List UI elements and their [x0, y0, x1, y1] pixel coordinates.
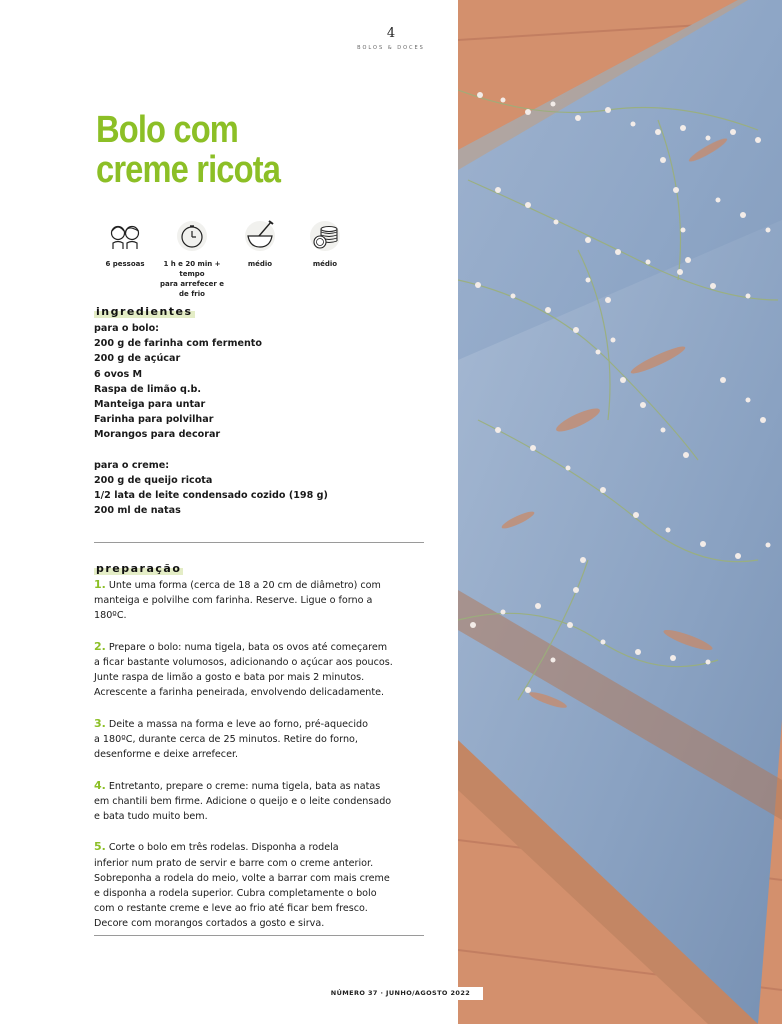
- time-info: [157, 218, 227, 299]
- ingredient-item: 200 g de queijo ricota: [94, 475, 213, 487]
- ingredient-item: Morangos para decorar: [94, 429, 221, 441]
- ingredient-item: 200 g de farinha com fermento: [94, 338, 262, 350]
- recipe-info-row: [90, 218, 360, 298]
- cake-subheading: para o bolo:: [94, 323, 159, 334]
- divider: [94, 542, 424, 543]
- recipe-title: [96, 110, 354, 190]
- ingredient-item: Raspa de limão q.b.: [94, 383, 201, 395]
- step-number: 4.: [94, 778, 106, 792]
- ingredient-item: Manteiga para untar: [94, 399, 206, 411]
- wooden-boards-with-flowers-image: [458, 0, 782, 1024]
- coins-icon: [307, 218, 343, 254]
- ingredient-item: Farinha para polvilhar: [94, 414, 214, 426]
- cream-subheading: para o creme:: [94, 459, 170, 471]
- preparation-heading: preparação: [96, 562, 182, 575]
- two-people-icon: [107, 218, 143, 254]
- ingredient-item: 6 ovos M: [94, 368, 143, 380]
- difficulty-info: [225, 218, 295, 269]
- ingredient-item: 200 g de açúcar: [94, 353, 181, 365]
- step-number: 5.: [94, 840, 106, 854]
- divider: [94, 935, 424, 936]
- step-number: 1.: [94, 578, 106, 591]
- mixing-bowl-icon: [242, 218, 278, 254]
- preparation-step: 2. Prepare o bolo: numa tigela, bata os ovos até começarem a ficar bastante volumosos, adicionando o açúcar aos poucos. Junte raspa de limão a gosto e bata por mais 2 minutos. Acrescente a farinha peneirada, envolvendo delicadamente.: [94, 639, 393, 699]
- step-number: 2.: [94, 639, 106, 653]
- clock-icon: [174, 218, 210, 254]
- ingredient-item: 1/2 lata de leite condensado cozido (198 g): [94, 490, 328, 502]
- preparation-step: 1. Unte uma forma (cerca de 18 a 20 cm de diâmetro) com manteiga e polvilhe com farinha. Reserve. Ligue o forno a 180ºC.: [94, 578, 381, 622]
- servings-label: 6 pessoas: [105, 260, 145, 268]
- title-line-1: Bolo com: [96, 109, 239, 151]
- ingredient-item: 200 ml de natas: [94, 505, 181, 517]
- title-line-2: creme ricota: [96, 149, 281, 191]
- step-number: 3.: [94, 716, 106, 730]
- preparation-step: 4. Entretanto, prepare o creme: numa tigela, bata as natas em chantili bem firme. Adicione o queijo e o leite condensado e bata tudo muito bem.: [94, 778, 392, 822]
- ingredients-list: [94, 321, 424, 519]
- cost-info: [290, 218, 360, 269]
- time-label: 1 h e 20 min + tempo para arrefecer e de frio: [159, 260, 225, 298]
- recipe-photo: [458, 0, 782, 1024]
- preparation-step: 3. Deite a massa na forma e leve ao forno, pré-aquecido a 180ºC, durante cerca de 25 minutos. Retire do forno, desenforme e deixe arrefecer.: [94, 716, 368, 761]
- section-label: BOLOS & DOCES: [357, 45, 425, 51]
- page-number: 4: [386, 26, 396, 41]
- issue-footer: NÚMERO 37 · JUNHO/AGOSTO 2022: [318, 987, 483, 1000]
- preparation-steps: [94, 577, 424, 947]
- servings-info: [90, 218, 160, 269]
- ingredients-heading: ingredientes: [96, 305, 193, 318]
- preparation-step: 5. Corte o bolo em três rodelas. Disponha a rodela inferior num prato de servir e barre com o creme anterior. Sobreponha a rodela do meio, volte a barrar com mais creme e disponha a rodela superior. Cubra completamente o bolo com o restante creme e leve ao frio até ficar bem fresco. Decore com morangos cortados a gosto e sirva.: [94, 840, 390, 930]
- difficulty-label: médio: [247, 260, 273, 268]
- cost-label: médio: [312, 260, 338, 268]
